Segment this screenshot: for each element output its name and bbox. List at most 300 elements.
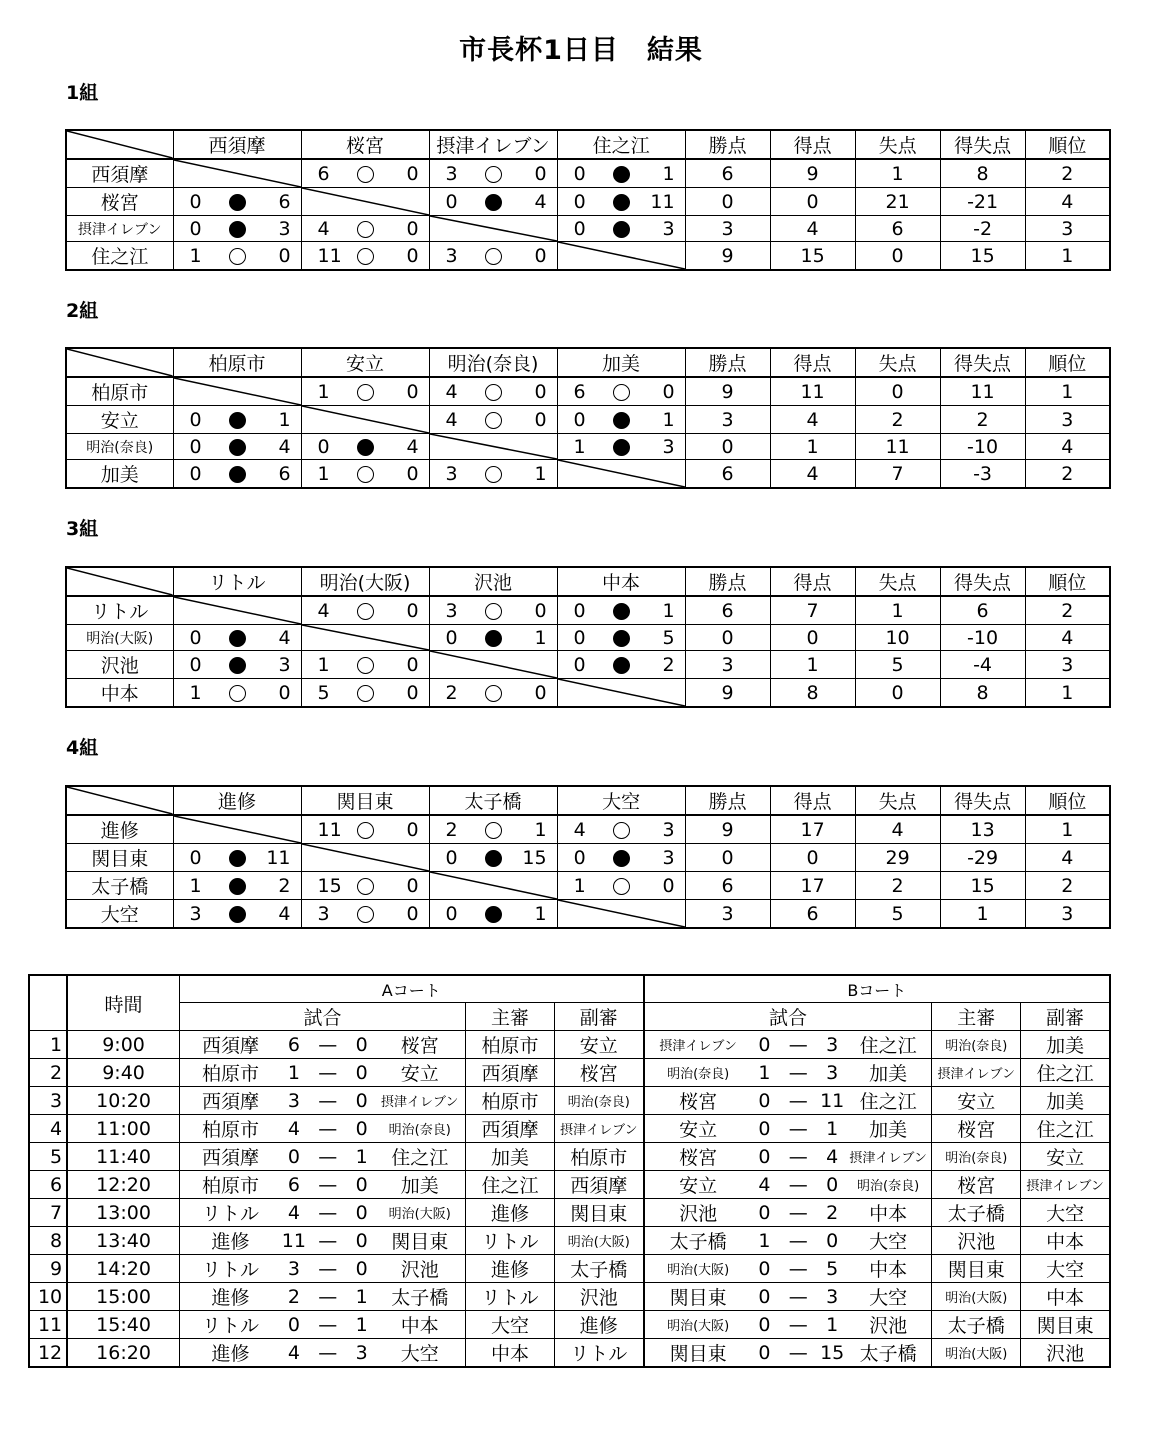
away-team: 沢池 bbox=[845, 1311, 932, 1339]
team-col-header: 大空 bbox=[557, 786, 685, 815]
team-name: 中本 bbox=[66, 679, 173, 708]
stat-header: 失点 bbox=[855, 786, 940, 815]
sub-referee: 西須摩 bbox=[555, 1171, 644, 1199]
score-dash: — bbox=[307, 1199, 349, 1227]
corner-cell bbox=[66, 567, 173, 596]
open-circle-icon bbox=[357, 822, 374, 839]
score-opponent: 0 bbox=[515, 159, 557, 188]
stat-value: 3 bbox=[685, 406, 770, 434]
self-match-cell bbox=[173, 815, 301, 844]
standing-row bbox=[66, 596, 1110, 625]
stat-value: 29 bbox=[855, 844, 940, 872]
score-own: 2 bbox=[429, 679, 472, 708]
result-mark-cell bbox=[600, 872, 643, 900]
home-team: 摂津イレブン bbox=[644, 1031, 752, 1059]
referee: 明治(大阪) bbox=[932, 1283, 1021, 1311]
match-header: 試合 bbox=[644, 1003, 932, 1031]
score-own: 1 bbox=[173, 872, 216, 900]
stat-value: 1 bbox=[1025, 377, 1110, 406]
score-own: 1 bbox=[557, 434, 600, 460]
standing-row bbox=[66, 242, 1110, 271]
away-score: 5 bbox=[819, 1255, 844, 1283]
self-match-cell bbox=[429, 434, 557, 460]
home-score: 0 bbox=[752, 1311, 777, 1339]
score-opponent: 11 bbox=[643, 188, 685, 216]
stat-header: 順位 bbox=[1025, 348, 1110, 377]
team-col-header: 加美 bbox=[557, 348, 685, 377]
team-col-header: 桜宮 bbox=[301, 130, 429, 159]
stat-value: 0 bbox=[855, 679, 940, 708]
group-label: 4組 bbox=[66, 737, 99, 759]
score-opponent: 1 bbox=[259, 406, 301, 434]
result-mark-cell bbox=[216, 651, 259, 679]
stat-value: 4 bbox=[770, 406, 855, 434]
away-score: 0 bbox=[349, 1255, 374, 1283]
result-mark-cell bbox=[344, 900, 387, 929]
team-name: 進修 bbox=[66, 815, 173, 844]
result-mark-cell bbox=[600, 815, 643, 844]
sub-referee: 明治(大阪) bbox=[555, 1227, 644, 1255]
home-team: 関目東 bbox=[644, 1283, 752, 1311]
stat-value: -10 bbox=[940, 625, 1025, 651]
open-circle-icon bbox=[613, 384, 630, 401]
referee: 明治(奈良) bbox=[932, 1143, 1021, 1171]
away-score: 2 bbox=[819, 1199, 844, 1227]
schedule-row bbox=[29, 1059, 1110, 1087]
sub-referee: 桜宮 bbox=[555, 1059, 644, 1087]
match-time: 16:20 bbox=[67, 1339, 179, 1368]
score-own: 4 bbox=[429, 406, 472, 434]
team-name: 桜宮 bbox=[66, 188, 173, 216]
stat-value: 8 bbox=[940, 159, 1025, 188]
open-circle-icon bbox=[357, 221, 374, 238]
away-team: 加美 bbox=[374, 1171, 465, 1199]
standing-row bbox=[66, 159, 1110, 188]
score-opponent: 1 bbox=[643, 159, 685, 188]
open-circle-icon bbox=[485, 466, 502, 483]
referee: 桜宮 bbox=[932, 1171, 1021, 1199]
standing-row bbox=[66, 216, 1110, 242]
away-score: 4 bbox=[819, 1143, 844, 1171]
score-opponent: 3 bbox=[259, 651, 301, 679]
stat-value: 0 bbox=[685, 625, 770, 651]
stat-value: 0 bbox=[770, 625, 855, 651]
sub-referee: 柏原市 bbox=[555, 1143, 644, 1171]
score-own: 0 bbox=[429, 844, 472, 872]
home-team: 太子橋 bbox=[644, 1227, 752, 1255]
stat-value: 11 bbox=[940, 377, 1025, 406]
result-mark-cell bbox=[472, 188, 515, 216]
score-own: 1 bbox=[301, 460, 344, 489]
referee: 摂津イレブン bbox=[932, 1059, 1021, 1087]
home-score: 0 bbox=[752, 1143, 777, 1171]
result-mark-cell bbox=[600, 377, 643, 406]
score-opponent: 0 bbox=[515, 406, 557, 434]
score-opponent: 6 bbox=[259, 188, 301, 216]
away-team: 明治(奈良) bbox=[845, 1171, 932, 1199]
filled-circle-icon bbox=[229, 878, 246, 895]
stat-value: 17 bbox=[770, 815, 855, 844]
self-match-cell bbox=[301, 406, 429, 434]
filled-circle-icon bbox=[613, 630, 630, 647]
result-mark-cell bbox=[216, 900, 259, 929]
page-title: 市長杯1日目 結果 bbox=[459, 35, 703, 66]
result-mark-cell bbox=[216, 242, 259, 271]
stat-header: 勝点 bbox=[685, 786, 770, 815]
score-dash: — bbox=[777, 1059, 819, 1087]
referee: 西須摩 bbox=[466, 1059, 555, 1087]
filled-circle-icon bbox=[613, 412, 630, 429]
away-team: 住之江 bbox=[845, 1031, 932, 1059]
stat-header: 得失点 bbox=[940, 348, 1025, 377]
sub-referee: 関目東 bbox=[555, 1199, 644, 1227]
away-team: 住之江 bbox=[374, 1143, 465, 1171]
stat-value: 1 bbox=[1025, 679, 1110, 708]
stat-header: 失点 bbox=[855, 567, 940, 596]
open-circle-icon bbox=[485, 384, 502, 401]
team-name: 西須摩 bbox=[66, 159, 173, 188]
referee: 沢池 bbox=[932, 1227, 1021, 1255]
score-own: 6 bbox=[557, 377, 600, 406]
away-team: 摂津イレブン bbox=[374, 1087, 465, 1115]
team-col-header: 沢池 bbox=[429, 567, 557, 596]
away-team: 太子橋 bbox=[845, 1339, 932, 1368]
score-opponent: 4 bbox=[259, 900, 301, 929]
team-col-header: 柏原市 bbox=[173, 348, 301, 377]
home-score: 1 bbox=[752, 1227, 777, 1255]
schedule-row bbox=[29, 1143, 1110, 1171]
open-circle-icon bbox=[485, 685, 502, 702]
score-opponent: 15 bbox=[515, 844, 557, 872]
score-own: 1 bbox=[301, 377, 344, 406]
result-mark-cell bbox=[472, 242, 515, 271]
team-name: リトル bbox=[66, 596, 173, 625]
score-dash: — bbox=[307, 1227, 349, 1255]
schedule-row bbox=[29, 1311, 1110, 1339]
score-dash: — bbox=[307, 1311, 349, 1339]
score-opponent: 4 bbox=[515, 188, 557, 216]
filled-circle-icon bbox=[229, 412, 246, 429]
score-opponent: 0 bbox=[259, 242, 301, 271]
score-own: 0 bbox=[173, 406, 216, 434]
referee: 明治(大阪) bbox=[932, 1339, 1021, 1368]
score-dash: — bbox=[777, 1087, 819, 1115]
home-score: 4 bbox=[281, 1339, 306, 1368]
home-team: 進修 bbox=[179, 1339, 281, 1368]
corner-cell bbox=[66, 130, 173, 159]
result-mark-cell bbox=[472, 460, 515, 489]
group-table bbox=[65, 785, 1111, 929]
sub-referee: 沢池 bbox=[1021, 1339, 1110, 1368]
team-name: 摂津イレブン bbox=[66, 216, 173, 242]
team-name: 住之江 bbox=[66, 242, 173, 271]
open-circle-icon bbox=[357, 466, 374, 483]
stat-header: 得失点 bbox=[940, 130, 1025, 159]
stat-value: 3 bbox=[685, 900, 770, 929]
away-score: 0 bbox=[349, 1087, 374, 1115]
self-match-cell bbox=[173, 377, 301, 406]
open-circle-icon bbox=[357, 685, 374, 702]
match-number: 11 bbox=[29, 1311, 67, 1339]
result-mark-cell bbox=[472, 159, 515, 188]
team-name: 関目東 bbox=[66, 844, 173, 872]
away-score: 1 bbox=[349, 1311, 374, 1339]
home-score: 0 bbox=[752, 1031, 777, 1059]
stat-value: 1 bbox=[770, 651, 855, 679]
stat-value: 15 bbox=[770, 242, 855, 271]
home-team: 西須摩 bbox=[179, 1087, 281, 1115]
stat-value: 7 bbox=[770, 596, 855, 625]
open-circle-icon bbox=[485, 412, 502, 429]
self-match-cell bbox=[429, 216, 557, 242]
result-mark-cell bbox=[344, 815, 387, 844]
score-opponent: 0 bbox=[387, 900, 429, 929]
home-team: 西須摩 bbox=[179, 1031, 281, 1059]
home-score: 0 bbox=[281, 1143, 306, 1171]
match-number: 12 bbox=[29, 1339, 67, 1368]
home-score: 3 bbox=[281, 1255, 306, 1283]
match-number: 6 bbox=[29, 1171, 67, 1199]
stat-value: 21 bbox=[855, 188, 940, 216]
result-mark-cell bbox=[216, 679, 259, 708]
match-number: 8 bbox=[29, 1227, 67, 1255]
home-score: 2 bbox=[281, 1283, 306, 1311]
score-opponent: 3 bbox=[643, 844, 685, 872]
score-dash: — bbox=[307, 1031, 349, 1059]
home-team: 関目東 bbox=[644, 1339, 752, 1368]
score-opponent: 0 bbox=[387, 815, 429, 844]
stat-value: 7 bbox=[855, 460, 940, 489]
standing-row bbox=[66, 434, 1110, 460]
stat-value: 3 bbox=[685, 216, 770, 242]
stat-header: 得点 bbox=[770, 348, 855, 377]
score-own: 4 bbox=[557, 815, 600, 844]
open-circle-icon bbox=[357, 166, 374, 183]
score-opponent: 1 bbox=[515, 625, 557, 651]
result-mark-cell bbox=[216, 406, 259, 434]
score-opponent: 0 bbox=[515, 242, 557, 271]
schedule-row bbox=[29, 1283, 1110, 1311]
away-team: 大空 bbox=[845, 1227, 932, 1255]
standing-row bbox=[66, 188, 1110, 216]
home-score: 6 bbox=[281, 1031, 306, 1059]
score-dash: — bbox=[307, 1171, 349, 1199]
sub-referee: 大空 bbox=[1021, 1199, 1110, 1227]
home-score: 0 bbox=[752, 1255, 777, 1283]
sub-referee: 住之江 bbox=[1021, 1115, 1110, 1143]
score-dash: — bbox=[307, 1255, 349, 1283]
score-opponent: 0 bbox=[387, 651, 429, 679]
referee: 進修 bbox=[466, 1199, 555, 1227]
score-own: 0 bbox=[557, 188, 600, 216]
referee-header: 主審 bbox=[466, 1003, 555, 1031]
score-opponent: 4 bbox=[387, 434, 429, 460]
filled-circle-icon bbox=[485, 194, 502, 211]
match-time: 9:40 bbox=[67, 1059, 179, 1087]
score-own: 0 bbox=[173, 434, 216, 460]
filled-circle-icon bbox=[613, 657, 630, 674]
score-opponent: 0 bbox=[515, 679, 557, 708]
match-header: 試合 bbox=[179, 1003, 465, 1031]
away-score: 0 bbox=[349, 1115, 374, 1143]
match-time: 12:20 bbox=[67, 1171, 179, 1199]
result-mark-cell bbox=[472, 844, 515, 872]
away-score: 1 bbox=[819, 1311, 844, 1339]
sub-referee: 大空 bbox=[1021, 1255, 1110, 1283]
group-label: 1組 bbox=[66, 82, 99, 104]
stat-header: 勝点 bbox=[685, 567, 770, 596]
referee-header: 主審 bbox=[932, 1003, 1021, 1031]
score-own: 0 bbox=[173, 625, 216, 651]
referee: 太子橋 bbox=[932, 1311, 1021, 1339]
sub-referee-header: 副審 bbox=[1021, 1003, 1110, 1031]
stat-header: 順位 bbox=[1025, 130, 1110, 159]
result-mark-cell bbox=[600, 625, 643, 651]
score-dash: — bbox=[777, 1227, 819, 1255]
sub-referee: 明治(奈良) bbox=[555, 1087, 644, 1115]
away-team: 関目東 bbox=[374, 1227, 465, 1255]
result-mark-cell bbox=[344, 596, 387, 625]
result-mark-cell bbox=[216, 872, 259, 900]
score-opponent: 0 bbox=[387, 872, 429, 900]
court-a-header: Aコート bbox=[179, 975, 643, 1003]
referee: 明治(奈良) bbox=[932, 1031, 1021, 1059]
score-opponent: 1 bbox=[515, 460, 557, 489]
schedule-row bbox=[29, 1339, 1110, 1368]
stat-value: -3 bbox=[940, 460, 1025, 489]
group-table bbox=[65, 347, 1111, 489]
stat-value: 1 bbox=[940, 900, 1025, 929]
away-score: 0 bbox=[819, 1227, 844, 1255]
stat-value: 9 bbox=[685, 815, 770, 844]
filled-circle-icon bbox=[229, 194, 246, 211]
schedule-row bbox=[29, 1227, 1110, 1255]
score-dash: — bbox=[777, 1115, 819, 1143]
team-col-header: 進修 bbox=[173, 786, 301, 815]
score-own: 4 bbox=[429, 377, 472, 406]
stat-header: 失点 bbox=[855, 130, 940, 159]
result-mark-cell bbox=[472, 900, 515, 929]
score-dash: — bbox=[307, 1059, 349, 1087]
corner-cell bbox=[66, 348, 173, 377]
filled-circle-icon bbox=[357, 439, 374, 456]
referee: 柏原市 bbox=[466, 1087, 555, 1115]
result-mark-cell bbox=[344, 651, 387, 679]
filled-circle-icon bbox=[485, 630, 502, 647]
stat-header: 得点 bbox=[770, 130, 855, 159]
group-table bbox=[65, 566, 1111, 708]
score-dash: — bbox=[777, 1311, 819, 1339]
stat-value: 6 bbox=[685, 596, 770, 625]
score-own: 0 bbox=[557, 596, 600, 625]
standing-row bbox=[66, 844, 1110, 872]
away-score: 15 bbox=[819, 1339, 844, 1368]
standing-row bbox=[66, 460, 1110, 489]
away-team: 安立 bbox=[374, 1059, 465, 1087]
sub-referee: リトル bbox=[555, 1339, 644, 1368]
home-team: 進修 bbox=[179, 1227, 281, 1255]
team-col-header: リトル bbox=[173, 567, 301, 596]
team-name: 明治(奈良) bbox=[66, 434, 173, 460]
score-opponent: 0 bbox=[387, 216, 429, 242]
stat-value: 0 bbox=[855, 242, 940, 271]
stat-value: 1 bbox=[855, 596, 940, 625]
away-team: 大空 bbox=[845, 1283, 932, 1311]
filled-circle-icon bbox=[613, 603, 630, 620]
result-mark-cell bbox=[344, 377, 387, 406]
score-opponent: 0 bbox=[387, 377, 429, 406]
self-match-cell bbox=[557, 900, 685, 929]
stat-value: 2 bbox=[1025, 159, 1110, 188]
away-score: 3 bbox=[819, 1283, 844, 1311]
self-match-cell bbox=[173, 159, 301, 188]
schedule-row bbox=[29, 1115, 1110, 1143]
group-label: 3組 bbox=[66, 518, 99, 540]
score-opponent: 6 bbox=[259, 460, 301, 489]
away-team: 中本 bbox=[845, 1255, 932, 1283]
score-opponent: 0 bbox=[387, 679, 429, 708]
team-col-header: 住之江 bbox=[557, 130, 685, 159]
home-score: 1 bbox=[281, 1059, 306, 1087]
stat-value: 2 bbox=[855, 406, 940, 434]
away-team: 桜宮 bbox=[374, 1031, 465, 1059]
standing-row bbox=[66, 651, 1110, 679]
stat-value: 10 bbox=[855, 625, 940, 651]
open-circle-icon bbox=[357, 906, 374, 923]
score-own: 4 bbox=[301, 216, 344, 242]
away-team: 大空 bbox=[374, 1339, 465, 1368]
away-score: 0 bbox=[349, 1031, 374, 1059]
stat-value: 2 bbox=[1025, 872, 1110, 900]
stat-value: 6 bbox=[770, 900, 855, 929]
score-own: 4 bbox=[301, 596, 344, 625]
filled-circle-icon bbox=[485, 850, 502, 867]
sub-referee-header: 副審 bbox=[555, 1003, 644, 1031]
corner-cell bbox=[66, 786, 173, 815]
self-match-cell bbox=[557, 679, 685, 708]
stat-value: 11 bbox=[855, 434, 940, 460]
match-time: 9:00 bbox=[67, 1031, 179, 1059]
away-team: 中本 bbox=[374, 1311, 465, 1339]
stat-value: 4 bbox=[1025, 188, 1110, 216]
home-team: 進修 bbox=[179, 1283, 281, 1311]
result-mark-cell bbox=[600, 844, 643, 872]
away-team: 明治(大阪) bbox=[374, 1199, 465, 1227]
away-score: 0 bbox=[819, 1171, 844, 1199]
filled-circle-icon bbox=[613, 221, 630, 238]
match-time: 15:00 bbox=[67, 1283, 179, 1311]
score-own: 0 bbox=[429, 900, 472, 929]
score-opponent: 3 bbox=[259, 216, 301, 242]
stat-header: 得点 bbox=[770, 786, 855, 815]
home-score: 4 bbox=[281, 1115, 306, 1143]
referee: 中本 bbox=[466, 1339, 555, 1368]
stat-header: 勝点 bbox=[685, 348, 770, 377]
stat-value: 3 bbox=[685, 651, 770, 679]
standing-row bbox=[66, 872, 1110, 900]
score-own: 0 bbox=[301, 434, 344, 460]
sub-referee: 中本 bbox=[1021, 1227, 1110, 1255]
open-circle-icon bbox=[357, 248, 374, 265]
stat-value: 3 bbox=[1025, 406, 1110, 434]
open-circle-icon bbox=[229, 685, 246, 702]
home-score: 0 bbox=[752, 1087, 777, 1115]
score-opponent: 3 bbox=[643, 216, 685, 242]
time-header: 時間 bbox=[67, 975, 179, 1031]
referee: 関目東 bbox=[932, 1255, 1021, 1283]
stat-value: 6 bbox=[940, 596, 1025, 625]
score-opponent: 0 bbox=[515, 596, 557, 625]
